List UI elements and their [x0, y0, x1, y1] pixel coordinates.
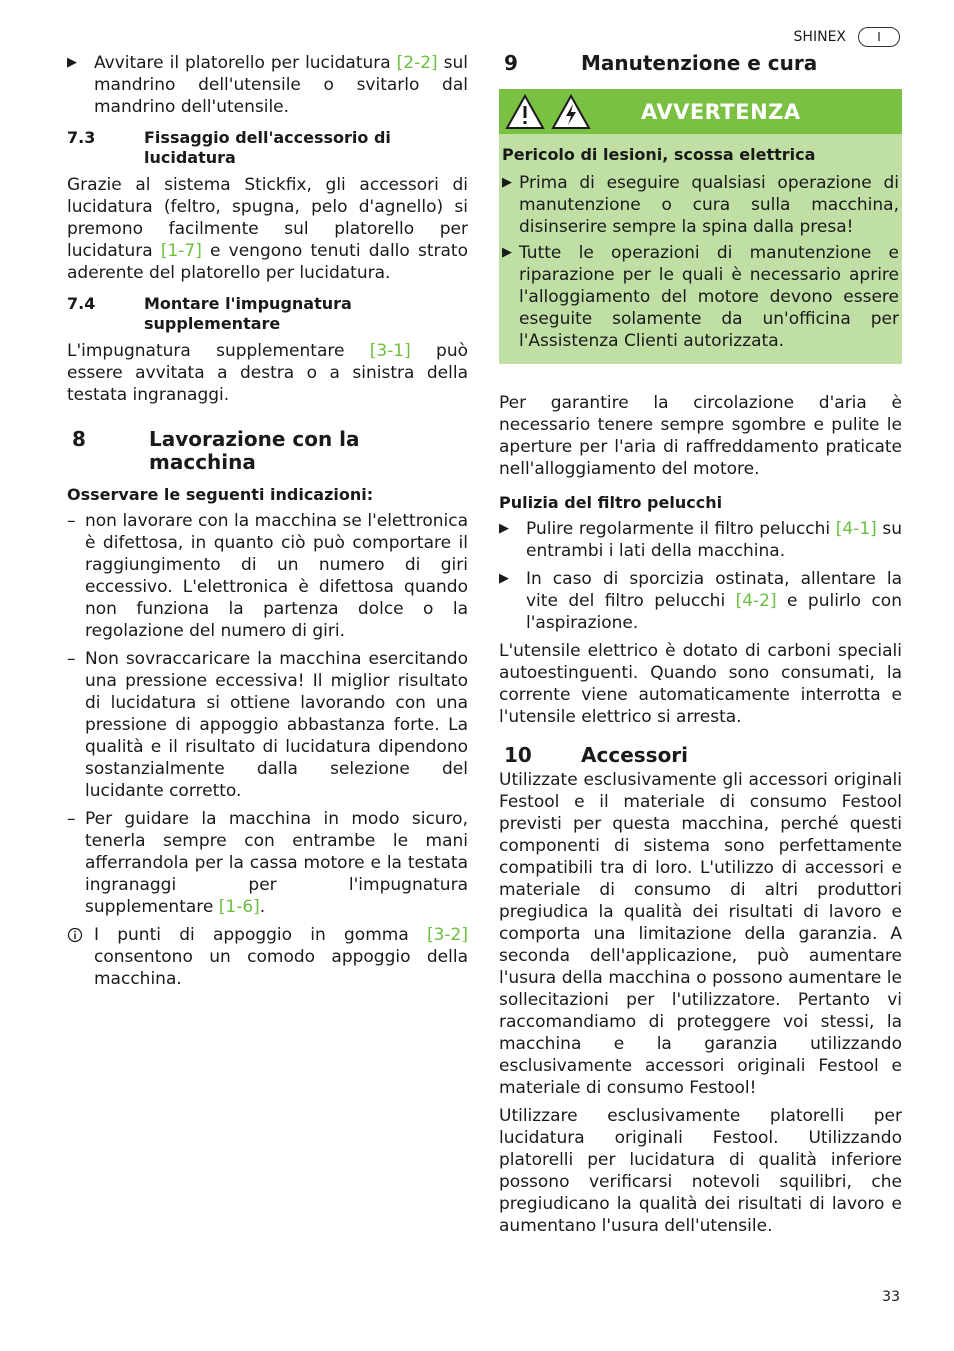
dash-item: – Non sovraccaricare la macchina esercitando una pressione eccessiva! Il miglior risultato di lucidatura si ottiene lavorando con una pressione di appoggio abbastanza forte. La qualità e il risultato di lucidatura dipendono sostanzialmente dalla selezione del lucidante corretto.: [67, 649, 468, 801]
section-7-4-text: L'impugnatura supplementare [3-1] può essere avvitata a destra o a sinistra della testata ingranaggi.: [67, 341, 468, 405]
observe-heading: Osservare le seguenti indicazioni:: [67, 485, 374, 504]
bullet-arrow-icon: ▶: [502, 245, 512, 260]
figure-ref: [3-1]: [369, 341, 411, 361]
dash-item: – non lavorare con la macchina se l'elettronica è difettosa, in quanto ciò può comportare il raggiungimento di un numero di giri eccessivo. L'elettronica è difettosa quando non funziona la partenza dolce o la regolazione del numero di giri.: [67, 511, 468, 641]
info-note: I punti di appoggio in gomma [3-2] consentono un comodo appoggio della macchina.: [67, 924, 468, 990]
bullet-arrow-icon: ▶: [499, 521, 509, 536]
figure-ref: [3-2]: [426, 925, 468, 945]
filter-item: ▶ Pulire regolarmente il filtro pelucchi [4-1] su entrambi i lati della macchina.: [499, 519, 902, 561]
air-paragraph: Per garantire la circolazione d'aria è necessario tenere sempre sgombre e pulite le aperture per l'aria di raffreddamento praticate nell'alloggiamento del motore.: [499, 393, 902, 479]
accessories-paragraph: Utilizzate esclusivamente gli accessori originali Festool e il materiale di consumo Festool previsti per questa macchina, perché questi componenti di sistema sono perfettamente compatibili tra di loro. L'utilizzo di accessori e materiale di consumo di altri produttori pregiudica la qualità dei risultati di lavoro e comporta una limitazione della garanzia. A seconda dell'applicazione, può aumentare l'usura della macchina o possono aumentare le sollecitazioni per l'utilizzatore. Pertanto vi raccomandiamo di proteggere voi stessi, la macchina e la garanzia utilizzando esclusivamente accessori originali Festool e materiale di consumo Festool!: [499, 770, 902, 1098]
section-7-4-heading: 7.4 Montare l'impugnatura supplementare: [67, 294, 352, 333]
figure-ref: [4-2]: [735, 591, 777, 611]
figure-ref: [1-6]: [218, 897, 260, 917]
section-7-3-text: Grazie al sistema Stickfix, gli accessori di lucidatura (feltro, spugna, pelo d'agnello) si premono facilmente sul platorello per lucidatura [1-7] e vengono tenuti dallo strato aderente del platorello per lucidatura.: [67, 175, 468, 283]
page-header: [794, 26, 900, 48]
warning-item: ▶ Tutte le operazioni di manutenzione e riparazione per le quali è necessario aprire l'alloggiamento del motore devono essere eseguite solamente da un'officina per l'Assistenza Clienti autorizzata.: [502, 243, 899, 351]
warning-triangle-icon: [505, 94, 545, 130]
section-8-heading: 8 Lavorazione con la macchina: [72, 427, 360, 474]
section-10-heading: 10 Accessori: [504, 743, 689, 767]
warning-header: [499, 89, 902, 134]
section-9-heading: 9 Manutenzione e cura: [504, 51, 818, 75]
figure-ref: [4-1]: [835, 519, 877, 539]
left-column: [67, 52, 468, 996]
mount-instruction: ▶ Avvitare il platorello per lucidatura [2-2] sul mandrino dell'utensile o svitarlo dal mandrino dell'utensile.: [67, 53, 468, 117]
bullet-arrow-icon: ▶: [499, 571, 509, 586]
figure-ref: [1-7]: [160, 241, 202, 261]
right-column: [499, 52, 902, 1243]
figure-ref: [2-2]: [396, 53, 438, 73]
warning-box: [499, 89, 902, 364]
section-7-3-heading: 7.3 Fissaggio dell'accessorio di lucidatura: [67, 128, 391, 167]
warning-item: ▶ Prima di eseguire qualsiasi operazione di manutenzione o cura sulla macchina, disinserire sempre la spina dalla presa!: [502, 173, 899, 237]
filter-heading: Pulizia del filtro pelucchi: [499, 493, 723, 512]
language-badge: I: [858, 27, 900, 47]
product-name: SHINEX: [793, 29, 846, 45]
page-number: 33: [882, 1289, 900, 1305]
warning-title: Pericolo di lesioni, scossa elettrica: [502, 145, 816, 164]
bullet-arrow-icon: ▶: [502, 175, 512, 190]
filter-item: ▶ In caso di sporcizia ostinata, allentare la vite del filtro pelucchi [4-2] e pulirlo con l'aspirazione.: [499, 569, 902, 633]
dash-item: – Per guidare la macchina in modo sicuro, tenerla sempre con entrambe le mani afferrandola per la cassa motore e la testata ingranaggi per l'impugnatura supplementare [1-6].: [67, 809, 468, 917]
bullet-arrow-icon: ▶: [67, 55, 77, 70]
warning-label: AVVERTENZA: [641, 99, 801, 124]
electric-hazard-icon: [551, 94, 591, 130]
carbon-paragraph: L'utensile elettrico è dotato di carboni speciali autoestinguenti. Quando sono consumati, la corrente viene automaticamente interrotta e l'utensile elettrico si arresta.: [499, 641, 902, 727]
polishing-pad-paragraph: Utilizzare esclusivamente platorelli per lucidatura originali Festool. Utilizzando platorelli per lucidatura di qualità inferiore possono verificarsi notevoli squilibri, che pregiudicano la qualità dei risultati di lavoro e aumentano l'usura dell'utensile.: [499, 1106, 902, 1236]
warning-body: [499, 134, 902, 364]
info-circle-icon: [67, 924, 94, 990]
